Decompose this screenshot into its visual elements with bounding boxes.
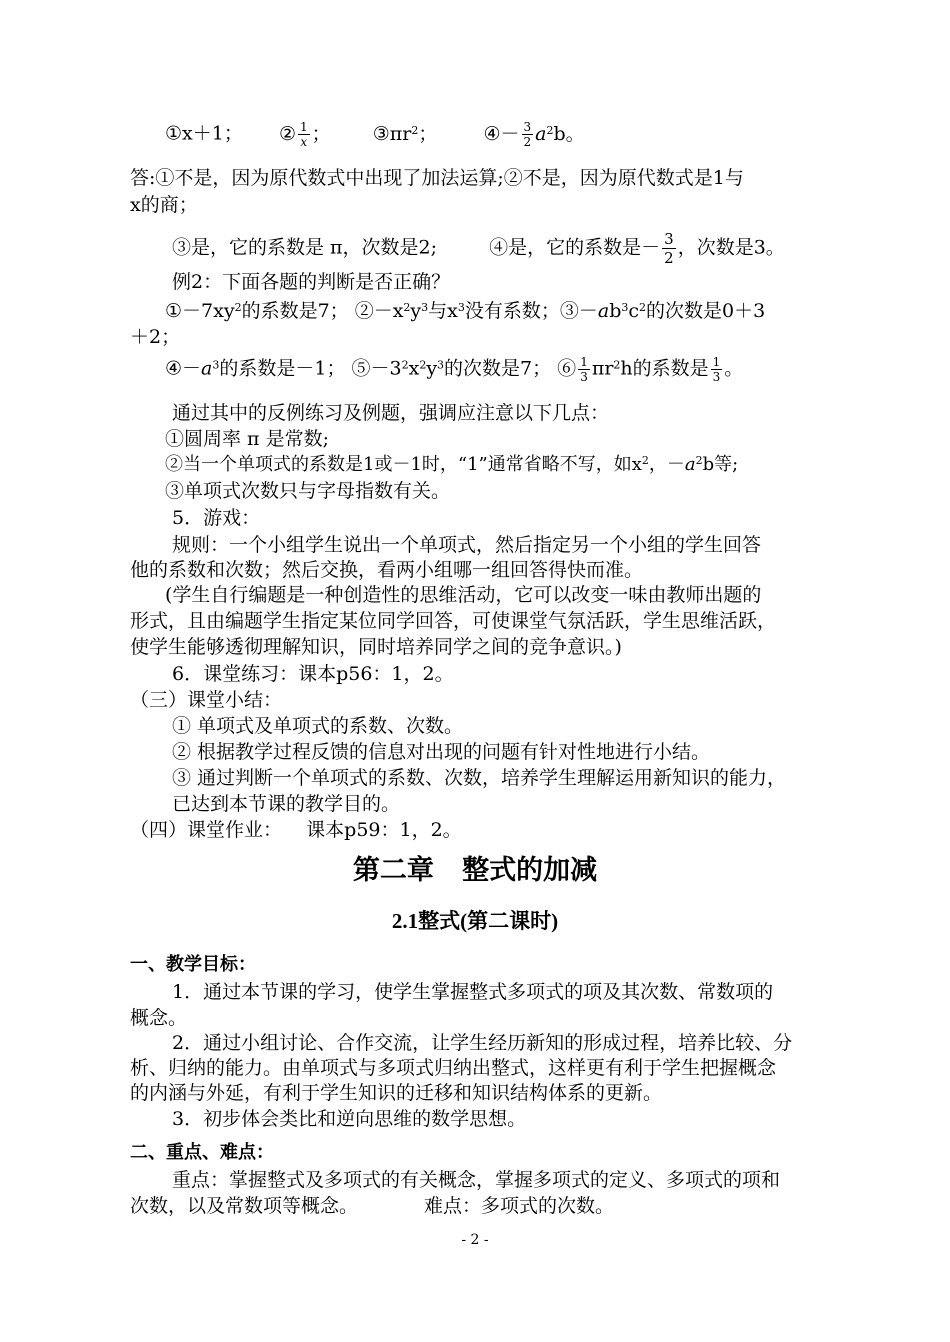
summary-3a: ③ 通过判断一个单项式的系数、次数，培养学生理解运用新知识的能力， <box>172 767 787 789</box>
note-1: ①圆周率 π 是常数; <box>165 428 329 450</box>
keypoint-1: 重点：掌握整式及多项式的有关概念，掌握多项式的定义、多项式的项和 <box>172 1169 781 1191</box>
goals-heading: 一、教学目标： <box>130 954 256 975</box>
summary-title: （三）课堂小结： <box>130 689 283 711</box>
goal-1b: 概念。 <box>130 1007 188 1029</box>
goal-3: 3．初步体会类比和逆向思维的数学思想。 <box>172 1108 527 1130</box>
goal-2b: 析、归纳的能力。由单项式与多项式归纳出整式，这样更有利于学生把握概念 <box>130 1057 777 1079</box>
note-2: ②当一个单项式的系数是1或－1时，“1”通常省略不写，如$x^2$，$-a^2b$等; <box>165 454 739 475</box>
example2-row1: $①-7xy^2$的系数是7； $②-x^2y^3$与$x^3$没有系数；$③-ab^3c^2$的次数是0＋3 <box>165 300 766 322</box>
keypoint-2: 次数，以及常数项等概念。 难点：多项式的次数。 <box>130 1195 615 1217</box>
game-title: 5．游戏： <box>172 507 261 529</box>
example2-row2: ＋2； <box>130 326 181 348</box>
answer-line-2: x的商； <box>130 194 198 216</box>
summary-1: ① 单项式及单项式的系数、次数。 <box>172 715 464 737</box>
example2-row3: $④-a^3$的系数是－1； $⑤-3^2x^2y^3$的次数是7； ⑥ $\frac{1}{3}$ $\pi r^2h$的系数是 $\frac{1}{3}$ 。 <box>165 355 744 384</box>
homework-line: （四）课堂作业： 课本p59：1，2。 <box>130 819 462 841</box>
keypoints-heading: 二、重点、难点： <box>130 1142 274 1163</box>
ex1-item4: ④－ $\frac{3}{2}$ $a^2b$。 <box>483 120 585 149</box>
game-note-3: 使学生能够透彻理解知识，同时培养同学之间的竞争意识。) <box>130 636 622 658</box>
goal-1a: 1．通过本节课的学习，使学生掌握整式多项式的项及其次数、常数项的 <box>172 981 774 1003</box>
goal-2a: 2．通过小组讨论、合作交流，让学生经历新知的形成过程，培养比较、分 <box>172 1032 793 1054</box>
game-rule-2: 他的系数和次数；然后交换，看两小组哪一组回答得快而准。 <box>130 559 644 581</box>
ex1-item1: ①x＋1； <box>165 122 243 145</box>
ex1-item3: $③\pi r^2$； <box>372 122 438 145</box>
answer-line-1: 答:①不是，因为原代数式中出现了加法运算;②不是，因为原代数式是1与 <box>130 167 744 189</box>
example2-title: 例2：下面各题的判断是否正确？ <box>172 271 451 293</box>
goal-2c: 的内涵与外延，有利于学生知识的迁移和知识结构体系的更新。 <box>130 1082 663 1104</box>
ex1-item2: ② $\frac{1}{x}$ ； <box>278 120 331 149</box>
game-rule-1: 规则：一个小组学生说出一个单项式，然后指定另一个小组的学生回答 <box>172 534 762 556</box>
practice-line: 6．课堂练习：课本p56：1，2。 <box>172 663 454 685</box>
answer-line-3: ③是，它的系数是 π，次数是2; ④是，它的系数是－ $\frac{3}{2}$ ，次数是3。 <box>172 230 785 267</box>
summary-2: ② 根据教学过程反馈的信息对出现的问题有针对性地进行小结。 <box>172 741 711 763</box>
note-3: ③单项式次数只与字母指数有关。 <box>165 480 451 502</box>
page-number: - 2 - <box>461 1232 489 1248</box>
game-note-1: (学生自行编题是一种创造性的思维活动，它可以改变一味由教师出题的 <box>165 584 762 606</box>
notes-intro: 通过其中的反例练习及例题，强调应注意以下几点： <box>172 402 610 424</box>
summary-3b: 已达到本节课的教学目的。 <box>172 793 401 815</box>
chapter-title: 第二章 整式的加减 <box>352 855 598 886</box>
game-note-2: 形式，且由编题学生指定某位同学回答，可使课堂气氛活跃，学生思维活跃， <box>130 610 777 632</box>
section-title: 2.1整式(第二课时) <box>391 909 559 933</box>
example1-items <box>165 120 585 149</box>
